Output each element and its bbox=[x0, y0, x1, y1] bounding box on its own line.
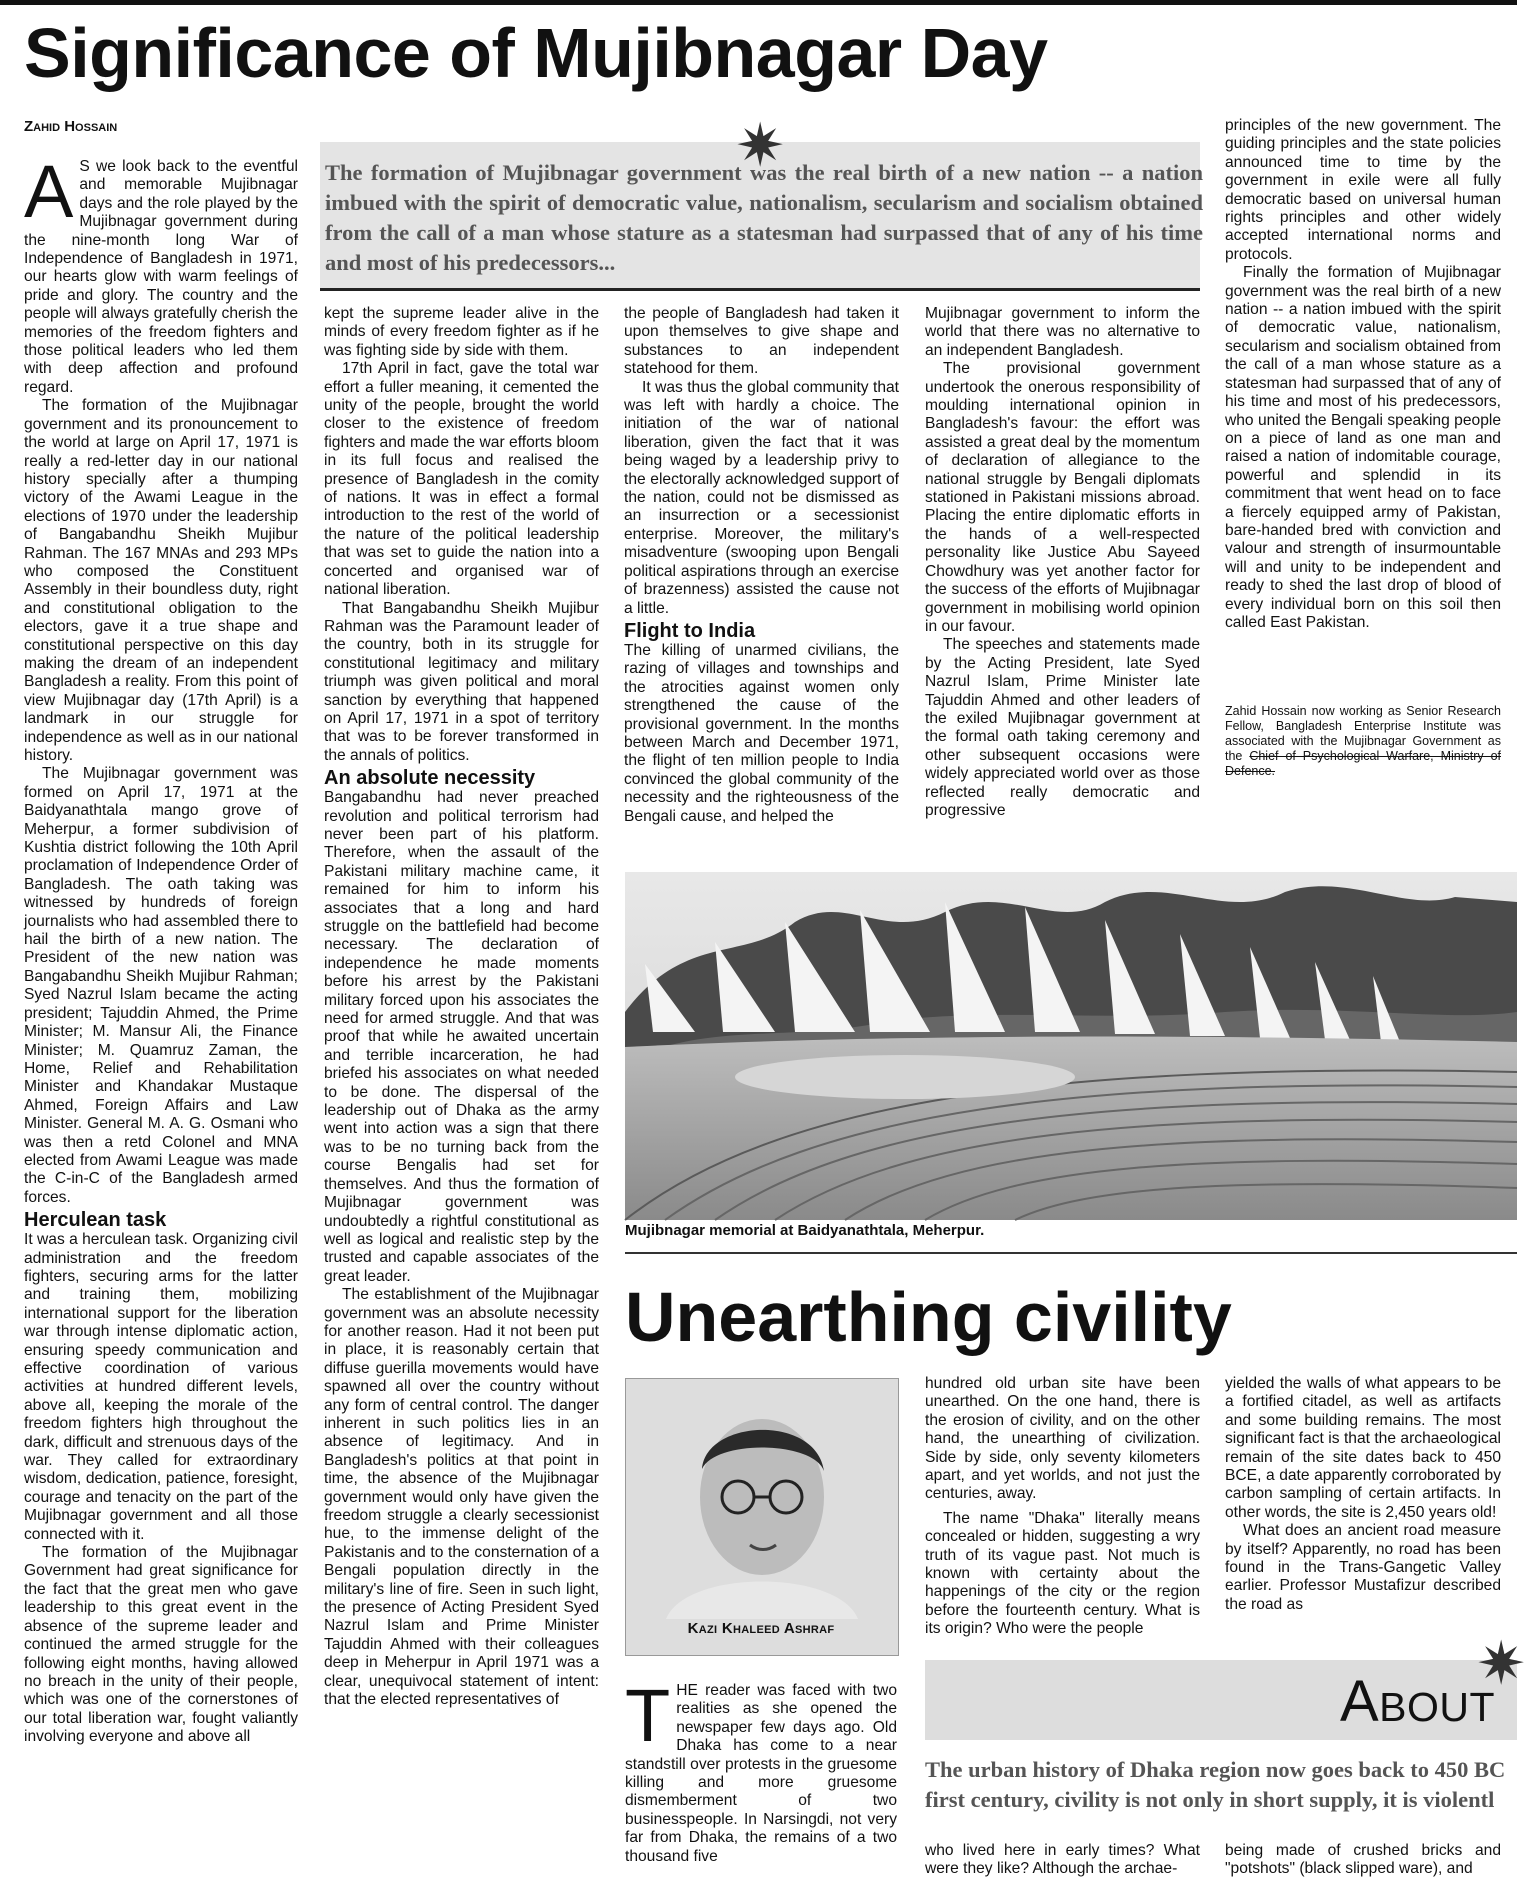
article2-column-2 bbox=[925, 1375, 1200, 1639]
headline: Significance of Mujibnagar Day bbox=[24, 14, 1048, 92]
paragraph: being made of crushed bricks and "potshots" (black slipped ware), and bbox=[1225, 1842, 1501, 1878]
paragraph: It was thus the global community that was left with hardly a choice. The initiation of the war of national liberation, given the fact that it was being waged by a leadership privy to the electorally acknowledged support of the nation, could not be dismissed as an insurrection or a secessionist enterprise. Moreover, the military's misadventure (swooping upon Bengali political aspirations through an exercise of brazenness) assisted the cause not a little. bbox=[624, 378, 899, 617]
memorial-illustration bbox=[625, 872, 1517, 1220]
paragraph: The provisional government undertook the onerous responsibility of moulding international opinion in Bangladesh's favour: the effort was assisted a great deal by the momentum of declaration of allegiance to the national struggle by Bengali diplomats stationed in Pakistani missions abroad. Placing the entire diplomatic efforts in the hands of a well-respected personality like Justice Abu Sayeed Chowdhury was yet another factor for the success of the efforts of Mujibnagar government in mobilising world opinion in our favour. bbox=[925, 360, 1200, 635]
paragraph: That Bangabandhu Sheikh Mujibur Rahman was the Paramount leader of the country, both in its struggle for constitutional legitimacy and military triumph was given political and moral sanction by everything that happened on April 17, 1971 in a spot of territory that was to be forever transformed in the annals of politics. bbox=[324, 599, 599, 764]
article-column-5 bbox=[1225, 117, 1501, 632]
byline: Zahid Hossain bbox=[24, 118, 118, 135]
about-pull-quote: The urban history of Dhaka region now goes back to 450 BC first century, civility is not only in short supply, it is violentl bbox=[925, 1757, 1506, 1812]
paragraph: The establishment of the Mujibnagar government was an absolute necessity for another reason. Had it not been put in place, it is reasonably certain that diffuse guerilla movements would have spawned all over the country without any form of central control. The danger inherent in such politics lies in an absence of legitimacy. And in Bangladesh's politics at that point in time, the absence of the Mujibnagar government would only have given the freedom struggle a clearly secessionist hue, to the immense delight of the Pakistanis and to the consternation of a Bengali population directly in the military's line of fire. Seen in such light, the presence of Acting President Syed Nazrul Islam and Prime Minister Tajuddin Ahmed with their colleagues deep in Meherpur in April 1971 was a clear, unequivocal statement of intent: that the elected representatives of bbox=[324, 1286, 599, 1709]
subheading: Flight to India bbox=[624, 619, 756, 642]
headline-unearthing-civility: Unearthing civility bbox=[625, 1278, 1232, 1356]
article-column-2 bbox=[324, 305, 599, 1709]
paragraph: It was a herculean task. Organizing civil administration and the freedom fighters, securing arms for the latter and training them, mobilizing international support for the liberation war through intense diplomatic action, ensuring speedy communication and effective coordination of various activities at hundred different levels, above all, keeping the morale of the freedom fighters high throughout the dark, difficult and strenuous days of the war. They called for extraordinary wisdom, dedication, patience, foresight, courage and tenacity on the part of the Mujibnagar government and all those connected with it. bbox=[24, 1231, 298, 1543]
paragraph: kept the supreme leader alive in the minds of every freedom fighter as if he was fighting side by side with them. bbox=[324, 305, 599, 359]
article-column-3 bbox=[624, 305, 899, 826]
article2-column-2-bottom bbox=[925, 1842, 1200, 1879]
drop-cap: T bbox=[625, 1674, 671, 1757]
article2-column-3-bottom bbox=[1225, 1842, 1501, 1879]
photo-caption: Mujibnagar memorial at Baidyanathtala, Meherpur. bbox=[625, 1222, 985, 1239]
paragraph: A S we look back to the eventful and memorable Mujibnagar days and the role played by the Mujibnagar government during the nine-month long War of Independence of Bangladesh in 1971, our hearts glow with warm feelings of pride and glory. The country and the people will always gratefully cherish the memories of the freedom fighters and those political leaders who led them with deep affection and profound regard. bbox=[24, 150, 298, 396]
starburst-icon: ✷ bbox=[735, 112, 786, 179]
article-column-4 bbox=[925, 305, 1200, 820]
paragraph: The killing of unarmed civilians, the razing of villages and townships and the atrocities against women only strengthened the cause of the provisional government. In the months between March and December 1971, the flight of ten million people to India convinced the global community of the necessity and the righteousness of the Bengali cause, and helped the bbox=[624, 641, 899, 825]
subheading: Herculean task bbox=[24, 1209, 167, 1232]
paragraph: Finally the formation of Mujibnagar government was the real birth of a new nation -- a nation imbued with the spirit of democratic value, nationalism, secularism and socialism obtained from the call of a man whose stature as a statesman had surpassed that of any of his time and most of his predecessors, who united the Bengali speaking people on a piece of land as one man and raised a nation of indomitable courage, powerful and splendid in its commitment that went head on to face a fiercely equipped army of Pakistan, bare-handed bred with conviction and valour and strength of insurmountable will and unity to be independent and ready to shed the last drop of blood of every individual born on this soil then called East Pakistan. bbox=[1225, 264, 1501, 631]
drop-cap: A bbox=[24, 150, 74, 233]
paragraph: The formation of the Mujibnagar Government had great significance for the fact that the great men who gave leadership to this great event in the absence of the supreme leader and continued the armed struggle for the following eight months, having allowed no breach in the unity of their people, which was one of the cornerstones of our total liberation war, fought valiantly involving everyone and above all bbox=[24, 1544, 298, 1746]
author-portrait bbox=[626, 1379, 898, 1619]
paragraph: principles of the new government. The guiding principles and the state policies announced time to time by the government in exile were all fully democratic based on universal human rights principles and other widely accepted international norms and protocols. bbox=[1225, 117, 1501, 263]
paragraph: Mujibnagar government to inform the world that there was no alternative to an independent Bangladesh. bbox=[925, 305, 1200, 359]
pull-quote: The formation of Mujibnagar government was the real birth of a new nation -- a nation imbued with the spirit of democratic value, nationalism, secularism and socialism obtained from the call of a man whose stature as a statesman had surpassed that of any of his time and most of his predecessors... bbox=[325, 160, 1203, 275]
paragraph: 17th April in fact, gave the total war effort a fuller meaning, it cemented the unity of the people, brought the world closer to the existence of freedom fighters and made the war efforts bloom in its full focus and realised the presence of Bangladesh in the comity of nations. It was in effect a formal introduction to the rest of the world of the nature of the political leadership that was set to guide the nation into a concerted and organised war of national liberation. bbox=[324, 360, 599, 599]
article-column-1 bbox=[24, 150, 298, 1747]
about-heading: About bbox=[1340, 1669, 1496, 1734]
author-name: Kazi Khaleed Ashraf bbox=[687, 1620, 835, 1637]
author-photo-box bbox=[625, 1378, 899, 1656]
paragraph: The Mujibnagar government was formed on April 17, 1971 at the Baidyanathtala mango grove of Meherpur, a former subdivision of Kushtia district following the 10th April proclamation of Independence Order of Bangladesh. The oath taking was witnessed by hundreds of foreign journalists who had assembled there to hail the birth of a new nation. The President of the new nation was Bangabandhu Sheikh Mujibur Rahman; Syed Nazrul Islam became the acting president; Tajuddin Ahmed, the Prime Minister; M. Mansur Ali, the Finance Minister; M. Quamruz Zaman, the Home, Relief and Rehabilitation Minister and Khandakar Mustaque Ahmed, Foreign Affairs and Law Minister. General M. A. G. Osmani who was then a retd Colonel and MNA elected from Awami League was made the C-in-C of the Bangladesh armed forces. bbox=[24, 765, 298, 1206]
article2-column-1 bbox=[625, 1674, 897, 1866]
paragraph: The speeches and statements made by the Acting President, late Syed Nazrul Islam, Prime Minister late Tajuddin Ahmed and other leaders of the exiled Mujibnagar government at the formal oath taking ceremony and other subsequent occasions were widely appreciated world over as those reflected really democratic and progressive bbox=[925, 636, 1200, 819]
section-divider bbox=[625, 1252, 1517, 1254]
paragraph: the people of Bangladesh had taken it upon themselves to give shape and substances to an independent statehood for them. bbox=[624, 305, 899, 378]
paragraph: What does an ancient road measure by itself? Apparently, no road has been found in the Trans-Gangetic Valley earlier. Professor Mustafizur described the road as bbox=[1225, 1522, 1501, 1613]
subheading: An absolute necessity bbox=[324, 767, 536, 790]
paragraph: who lived here in early times? What were they like? Although the archae- bbox=[925, 1842, 1200, 1878]
paragraph: hundred old urban site have been unearthed. On the one hand, there is the erosion of civility, and on the other hand, the unearthing of civilization. Side by side, only seventy kilometers apart, and yet worlds, and not just the centuries, away. bbox=[925, 1375, 1200, 1503]
memorial-photo bbox=[625, 872, 1517, 1220]
paragraph: The formation of the Mujibnagar government and its pronouncement to the world at large on April 17, 1971 is really a red-letter day in our national history specially after a thumping victory of the Awami League in the elections of 1970 under the leadership of Bangabandhu Sheikh Mujibur Rahman. The 167 MNAs and 293 MPs who composed the Constituent Assembly in their boundless duty, right and constitutional obligation to the electors, gave it a true shape and constitutional perspective on this day making the dream of an independent Bangladesh a reality. From this point of view Mujibnagar day (17th April) is a landmark in our struggle for independence as well as in our national history. bbox=[24, 397, 298, 764]
author-bio: Zahid Hossain now working as Senior Research Fellow, Bangladesh Enterprise Institute was associated with the Mujibnagar Government as the Chief of Psychological Warfare, Ministry of Defence. bbox=[1225, 704, 1501, 778]
paragraph: Bangabandhu had never preached revolution and political terrorism had never been part of his platform. Therefore, when the assault of the Pakistani military machine came, it remained for him to inform his associates that a long and hard struggle on the battlefield had become necessary. The declaration of independence he made moments before his arrest by the Pakistani military forced upon his associates the need for armed struggle. And that was proof that while he awaited uncertain and terrible incarceration, he had briefed his associates on what needed to be done. The dispersal of the leadership out of Dhaka as the army went into action was a sign that there was to be no turning back from the course Bengalis had set for themselves. And thus the formation of Mujibnagar government was undoubtedly a rightful constitutional as well as logical and realistic step by the trusted and capable associates of the great leader. bbox=[324, 789, 599, 1285]
paragraph: The name "Dhaka" literally means concealed or hidden, suggesting a wry truth of its vague past. Not much is known with certainty about the happenings of the city or the region before the fourteenth century. What is its origin? Who were the people bbox=[925, 1509, 1200, 1638]
paragraph: yielded the walls of what appears to be a fortified citadel, as well as artifacts and some building remains. The most significant fact is that the archaeological remain of the site dates back to 450 BCE, a date apparently corroborated by carbon sampling of certain artifacts. In other words, the site is 2,450 years old! bbox=[1225, 1375, 1501, 1521]
starburst-icon: ✷ bbox=[1476, 1630, 1526, 1697]
top-rule bbox=[0, 0, 1517, 5]
article2-column-3 bbox=[1225, 1375, 1501, 1614]
paragraph: THE reader was faced with two realities as she opened the newspaper few days ago. Old Dhaka has come to a near standstill over protests in the gruesome killing and more gruesome dismemberment of two businesspeople. In Narsingdi, not very far from Dhaka, the remains of a two thousand five bbox=[625, 1674, 897, 1865]
